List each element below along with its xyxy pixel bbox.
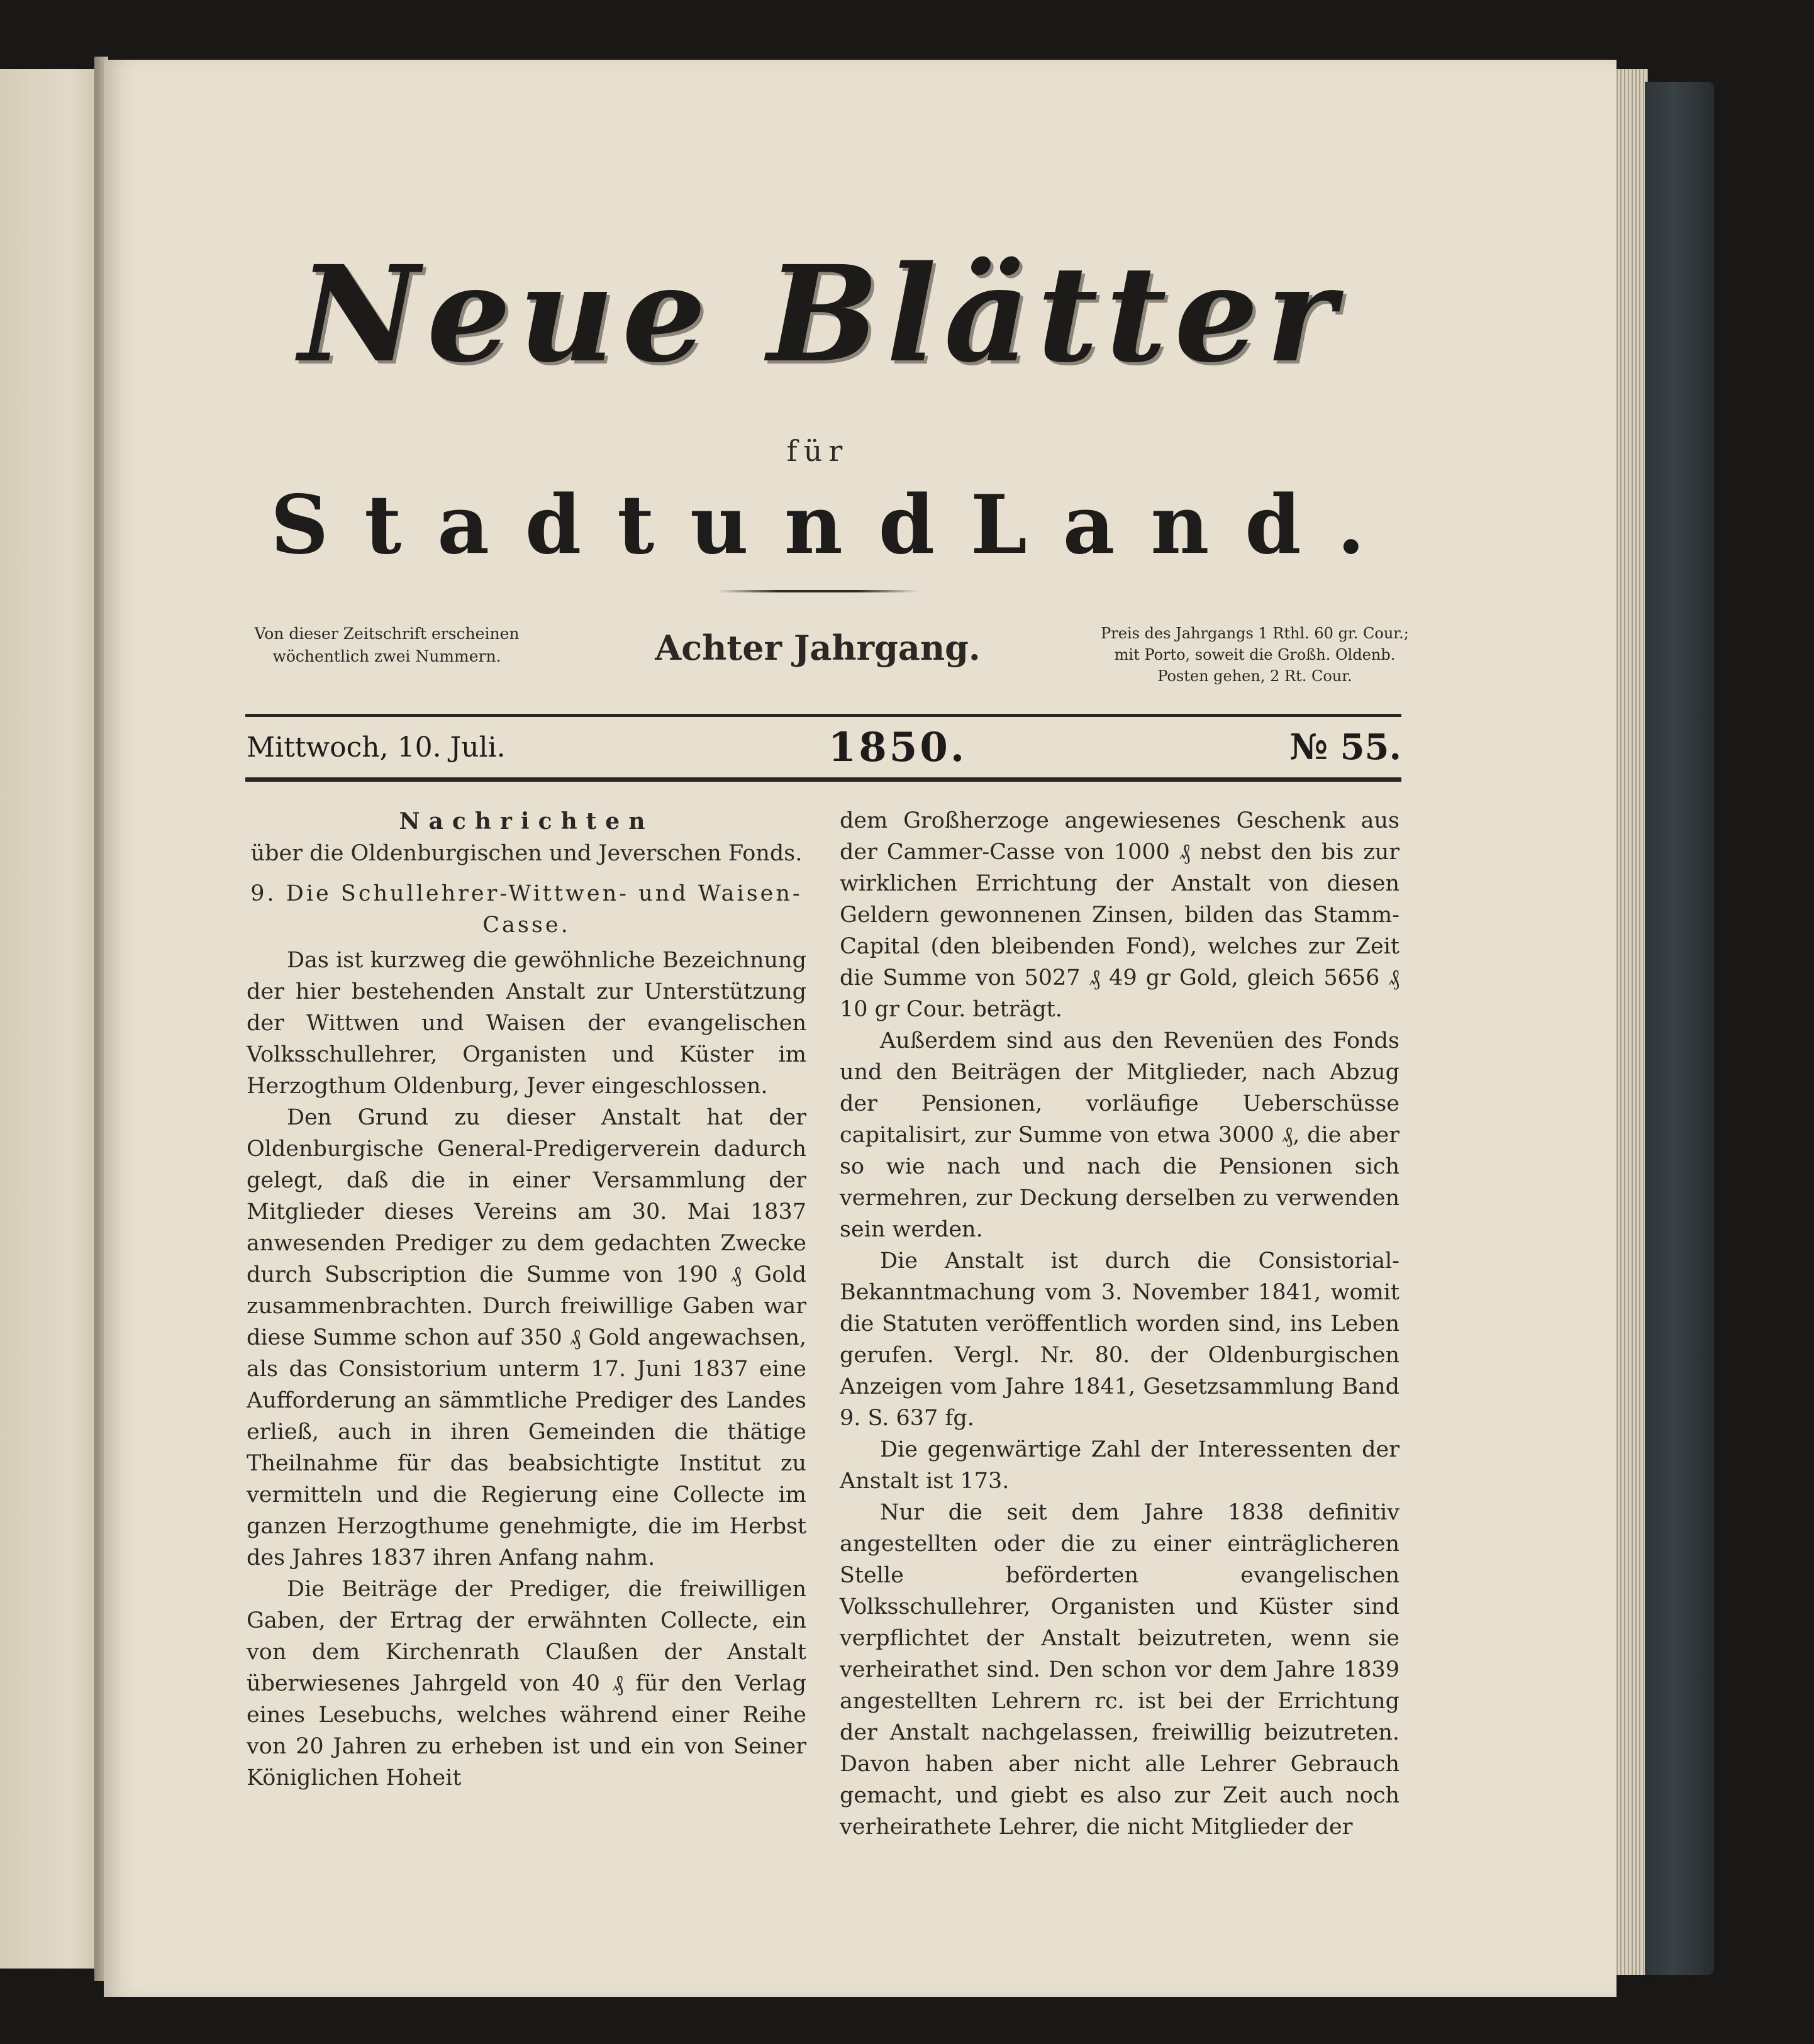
article-paragraph: Das ist kurzweg die gewöhnliche Bezeichnung der hier bestehenden Anstalt zur Unterstützung der Wittwen und Waisen der evangelischen Volksschullehrer, Organisten und Küster im Herzogthum Oldenburg, Jever eingeschlossen.	[247, 948, 806, 1099]
article-paragraph: Die gegenwärtige Zahl der Interessenten der Anstalt ist 173.	[840, 1437, 1399, 1494]
issue-year: 1850.	[828, 723, 967, 771]
issue-number: № 55.	[1289, 726, 1401, 768]
article-column-right	[840, 805, 1399, 1843]
subtitle-letter: S	[270, 478, 329, 572]
publication-frequency: Von dieser Zeitschrift erscheinen wöchentlich zwei Nummern.	[254, 625, 520, 665]
subtitle-letter: t	[617, 478, 655, 572]
article-heading: Nachrichten	[399, 808, 654, 835]
dateline-top-rule	[245, 714, 1401, 717]
newspaper-title: Neue Blätter	[298, 236, 1344, 392]
article-subheading: über die Oldenburgischen und Jeverschen Fonds.	[250, 841, 803, 866]
masthead	[208, 226, 1434, 403]
article-paragraph: Nur die seit dem Jahre 1838 definitiv angestellten oder die zu einer einträglicheren Stelle beförderten evangelischen Volksschullehrer, Organisten und Küster sind verpflichtet der Anstalt beizutreten, wenn sie verheirathet sind. Den schon vor dem Jahre 1839 angestellten Lehrern rc. ist bei der Errichtung der Anstalt nachgelassen, freiwillig beizutreten. Davon haben aber nicht alle Lehrer Gebrauch gemacht, und giebt es also zur Zeit auch noch verheirathete Lehrer, die nicht Mitglieder der	[840, 1500, 1399, 1840]
previous-page-edge	[0, 69, 101, 1969]
article-paragraph: dem Großherzoge angewiesenes Geschenk aus der Cammer-Casse von 1000 ₰ nebst den bis zur wirklichen Errichtung der Anstalt von diesen Geldern gewonnenen Zinsen, bilden das Stamm-Capital (den bleibenden Fond), welches zur Zeit die Summe von 5027 ₰ 49 gr Gold, gleich 5656 ₰ 10 gr Cour. beträgt.	[840, 808, 1399, 1022]
subtitle-letter: L	[970, 478, 1027, 572]
article-paragraph: Die Beiträge der Prediger, die freiwilligen Gaben, der Ertrag der erwähnten Collecte, ein von dem Kirchenrath Claußen der Anstalt überwiesenes Jahrgeld von 40 ₰ für den Verlag eines Lesebuchs, welches während einer Reihe von 20 Jahren zu erheben ist und ein von Seiner Königlichen Hoheit	[247, 1577, 806, 1791]
subtitle-letter: d	[525, 478, 582, 572]
subtitle-letter: n	[784, 478, 843, 572]
dateline-bottom-rule	[245, 777, 1401, 782]
article-paragraph: Die Anstalt ist durch die Consistorial-Bekanntmachung vom 3. November 1841, womit die Statuten veröffentlich worden sind, ins Leben gerufen. Vergl. Nr. 80. der Oldenburgischen Anzeigen vom Jahre 1841, Gesetzsammlung Band 9. S. 637 fg.	[840, 1248, 1399, 1431]
masthead-subtitle	[270, 478, 1365, 572]
subtitle-letter: d	[1245, 478, 1301, 572]
article-column-left	[247, 805, 806, 1794]
subtitle-letter: a	[437, 478, 490, 572]
book-cover-board	[1645, 82, 1714, 1975]
section-title: 9. Die Schullehrer-Wittwen- und Waisen-Casse.	[250, 881, 803, 938]
subtitle-letter: a	[1062, 478, 1115, 572]
subscription-price: Preis des Jahrgangs 1 Rthl. 60 gr. Cour.; mit Porto, soweit die Großh. Oldenb. Posten gehen, 2 Rt. Cour.	[1101, 625, 1409, 685]
volume-label: Achter Jahrgang.	[655, 628, 981, 668]
masthead-ornament-line	[717, 590, 918, 592]
subtitle-letter: u	[689, 478, 749, 572]
subtitle-letter: .	[1337, 478, 1365, 572]
subtitle-letter: n	[1150, 478, 1210, 572]
article-paragraph: Den Grund zu dieser Anstalt hat der Oldenburgische General-Predigerverein dadurch gelegt, daß die in einer Versammlung der Mitglieder dieses Vereins am 30. Mai 1837 anwesenden Prediger zu dem gedachten Zwecke durch Subscription die Summe von 190 ₰ Gold zusammenbrachten. Durch freiwillige Gaben war diese Summe schon auf 350 ₰ Gold angewachsen, als das Consistorium unterm 17. Juni 1837 eine Aufforderung an sämmtliche Prediger des Landes erließ, auch in ihren Gemeinden die thätige Theilnahme für das beabsichtigte Institut zu vermitteln und die Regierung eine Collecte im ganzen Herzogthume genehmigte, die im Herbst des Jahres 1837 ihren Anfang nahm.	[247, 1105, 806, 1570]
subtitle-letter: d	[878, 478, 935, 572]
masthead-fuer: für	[786, 434, 849, 468]
dateline	[247, 722, 1401, 772]
issue-date: Mittwoch, 10. Juli.	[247, 731, 506, 764]
subtitle-letter: t	[364, 478, 402, 572]
article-paragraph: Außerdem sind aus den Revenüen des Fonds und den Beiträgen der Mitglieder, nach Abzug der Pensionen, vorläufige Ueberschüsse capitalisirt, zur Summe von etwa 3000 ₰, die aber so wie nach und nach die Pensionen sich vermehren, zur Deckung derselben zu verwenden sein werden.	[840, 1028, 1399, 1242]
